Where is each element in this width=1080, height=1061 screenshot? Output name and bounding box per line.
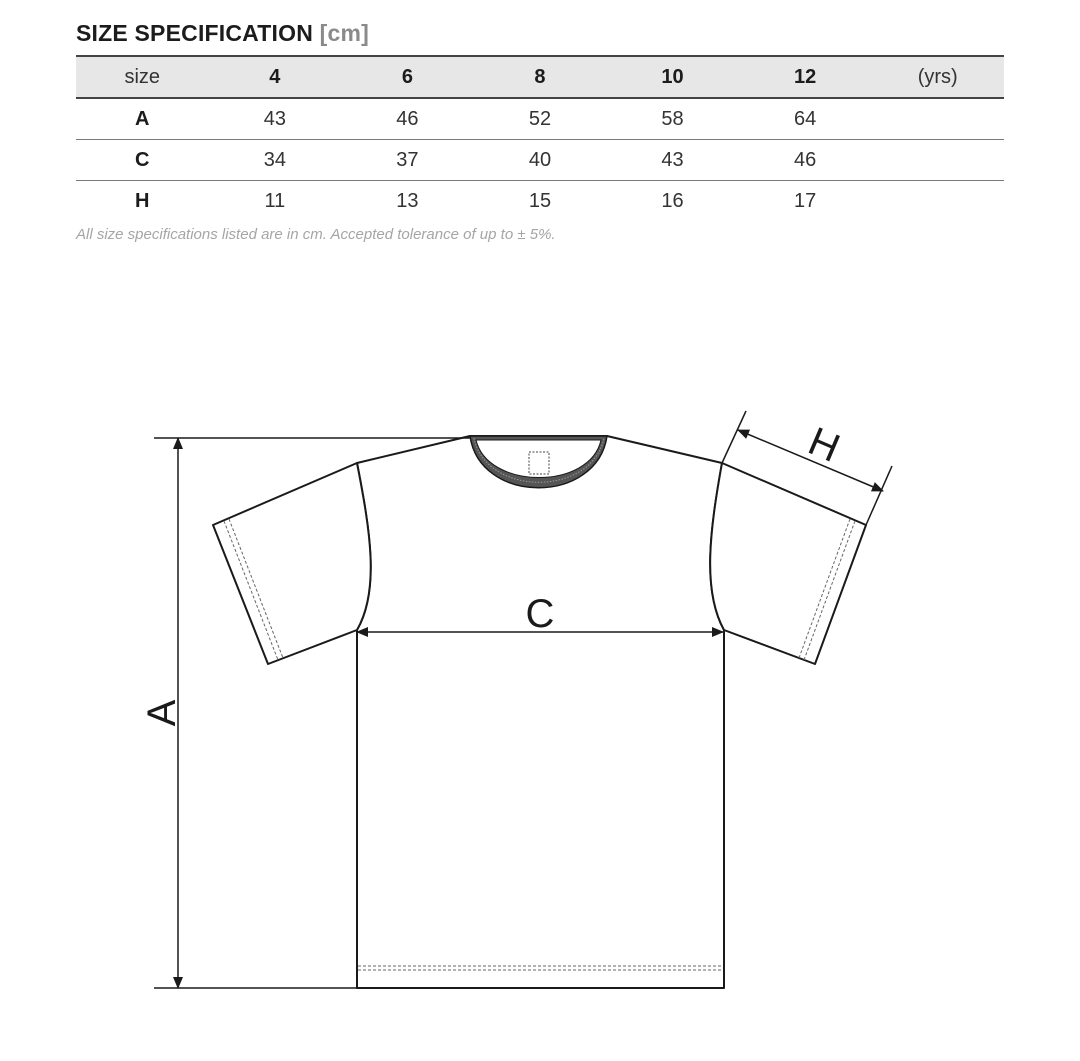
- column-header-size-12: 12: [739, 56, 872, 98]
- table-cell: 46: [341, 98, 474, 140]
- dimension-label-h: H: [802, 419, 846, 471]
- title-text: SIZE SPECIFICATION: [76, 20, 314, 46]
- dimension-label-c: C: [525, 592, 555, 636]
- table-cell: 16: [661, 189, 684, 212]
- row-label-h: H: [135, 189, 150, 212]
- column-header-size-8: 8: [474, 56, 607, 98]
- table-cell: 43: [606, 140, 739, 181]
- table-cell: 43: [209, 98, 342, 140]
- column-header-size-6: 6: [341, 56, 474, 98]
- tshirt-outline: [213, 436, 866, 988]
- table-cell: 11: [264, 189, 286, 212]
- row-label-c: C: [76, 140, 209, 181]
- table-cell: 40: [474, 140, 607, 181]
- column-header-size-10: 10: [606, 56, 739, 98]
- table-cell: 64: [739, 98, 872, 140]
- table-cell: 15: [528, 189, 552, 212]
- dimension-label-a: A: [140, 699, 184, 727]
- tolerance-note: All size specifications listed are in cm. Accepted tolerance of up to ± 5%.: [76, 226, 556, 243]
- table-cell: 34: [209, 140, 342, 181]
- table-cell: 46: [739, 140, 872, 181]
- table-cell: 13: [396, 189, 419, 212]
- column-header-unit: (yrs): [871, 56, 1004, 98]
- table-cell: 52: [474, 98, 607, 140]
- table-cell: 37: [341, 140, 474, 181]
- title-unit: [cm]: [319, 20, 369, 46]
- row-label-a: A: [76, 98, 209, 140]
- table-cell: 58: [606, 98, 739, 140]
- column-header-size: size: [76, 56, 209, 98]
- column-header-size-4: 4: [209, 56, 342, 98]
- table-cell: 17: [793, 189, 817, 212]
